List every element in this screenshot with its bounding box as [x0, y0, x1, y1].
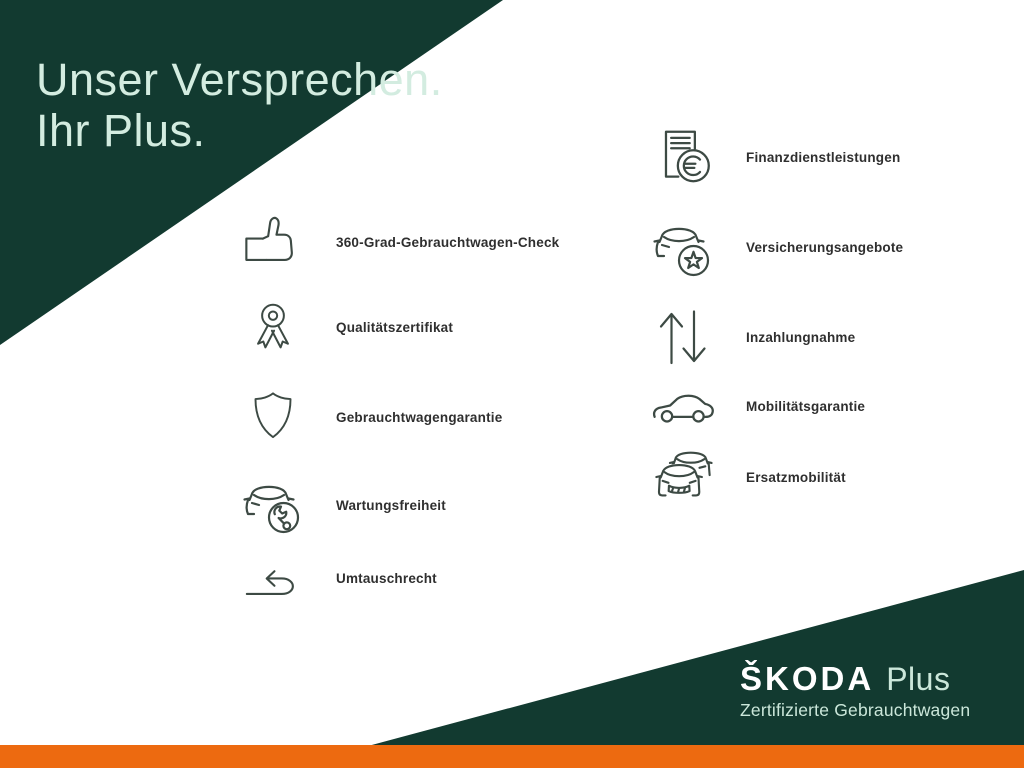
benefit-label: Wartungsfreiheit: [336, 497, 446, 513]
up-down-arrows-icon: [648, 302, 718, 372]
car-star-icon: [648, 212, 718, 282]
orange-footer-bar: [0, 745, 1024, 768]
two-cars-icon: [648, 442, 718, 512]
return-arrow-icon: [238, 543, 308, 613]
brand-suffix: Plus: [886, 661, 951, 697]
benefit-label: Finanzdienstleistungen: [746, 149, 901, 165]
benefit-row-inzahlung: [648, 302, 855, 372]
benefit-row-360-check: [238, 207, 559, 277]
invoice-euro-icon: [648, 122, 718, 192]
benefit-label: Umtauschrecht: [336, 570, 437, 586]
benefit-row-garantie: [238, 382, 502, 452]
page-title: [36, 54, 443, 156]
benefit-row-umtausch: [238, 543, 437, 613]
thumbs-up-icon: [238, 207, 308, 277]
benefit-label: Versicherungsangebote: [746, 239, 904, 255]
car-side-icon: [648, 371, 718, 441]
brand-wordmark: ŠKODA: [740, 660, 875, 697]
benefit-row-finanz: [648, 122, 900, 192]
benefit-row-ersatz: [648, 442, 846, 512]
benefit-label: Inzahlungnahme: [746, 329, 856, 345]
shield-icon: [238, 382, 308, 452]
benefit-label: 360-Grad-Gebrauchtwagen-Check: [336, 234, 560, 250]
benefit-label: Gebrauchtwagengarantie: [336, 409, 503, 425]
benefit-row-wartung: [238, 470, 446, 540]
award-ribbon-icon: [238, 292, 308, 362]
car-wrench-icon: [238, 470, 308, 540]
brand-tagline: Zertifizierte Gebrauchtwagen: [740, 700, 971, 720]
benefit-label: Ersatzmobilität: [746, 469, 846, 485]
benefit-label: Mobilitätsgarantie: [746, 398, 866, 414]
page-title-line2: Ihr Plus.: [36, 105, 206, 157]
page-title-line1: Unser Versprechen.: [36, 54, 443, 106]
benefit-row-qualitaet: [238, 292, 453, 362]
benefit-row-mobilitaet: [648, 371, 865, 441]
brand-line: [740, 660, 970, 698]
benefit-label: Qualitätszertifikat: [336, 319, 454, 335]
benefit-row-versicherung: [648, 212, 903, 282]
skoda-plus-logo: [740, 660, 970, 721]
